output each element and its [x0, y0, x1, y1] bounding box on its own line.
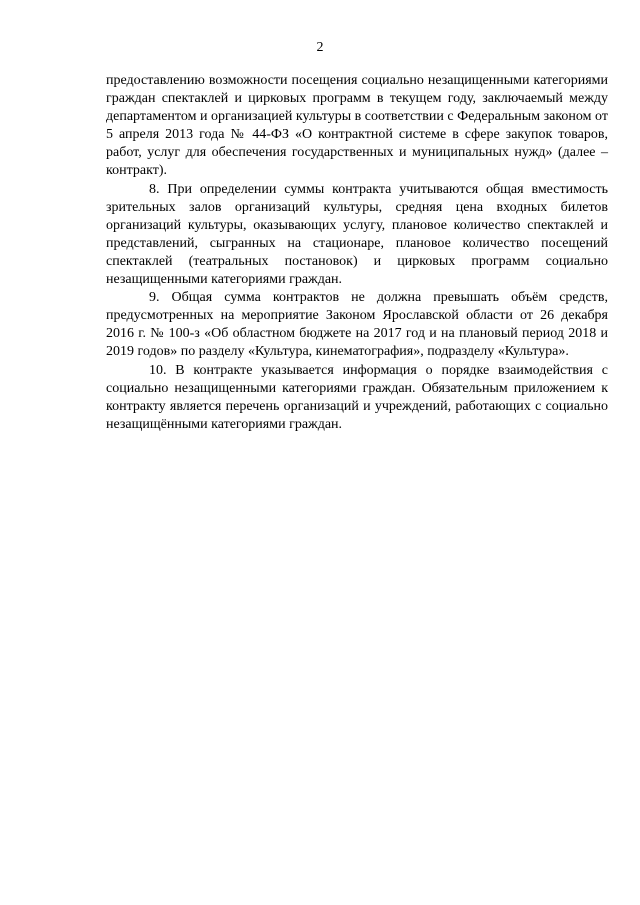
paragraph-continuation: предоставлению возможности посещения социально незащищенными категориями граждан спектаклей и цирковых программ в текущем году, заключаемый между департаментом и организацией культуры в соответствии с Федеральным законом от 5 апреля 2013 года № 44-ФЗ «О контрактной системе в сфере закупок товаров, работ, услуг для обеспечения государственных и муниципальных нужд» (далее – контракт).: [106, 73, 608, 179]
paragraph-item-9: 9. Общая сумма контрактов не должна превышать объём средств, предусмотренных на мероприятие Законом Ярославской области от 26 декабря 2016 г. № 100-з «Об областном бюджете на 2017 год и на плановый период 2018 и 2019 годов» по разделу «Культура, кинематография», подразделу «Культура».: [106, 290, 608, 360]
paragraph-item-8: 8. При определении суммы контракта учитываются общая вместимость зрительных залов организаций культуры, средняя цена входных билетов организаций культуры, оказывающих услугу, плановое количество спектаклей и представлений, сыгранных на стационаре, плановое количество посещений спектаклей (театральных постановок) и цирковых программ социально незащищенными категориями граждан.: [106, 181, 608, 288]
page-number: 2: [316, 40, 324, 55]
paragraph-item-10: 10. В контракте указывается информация о порядке взаимодействия с социально незащищенными категориями граждан. Обязательным приложением к контракту является перечень организаций и учреждений, работающих с социально незащищёнными категориями граждан.: [106, 362, 608, 432]
document-body: [106, 72, 608, 434]
